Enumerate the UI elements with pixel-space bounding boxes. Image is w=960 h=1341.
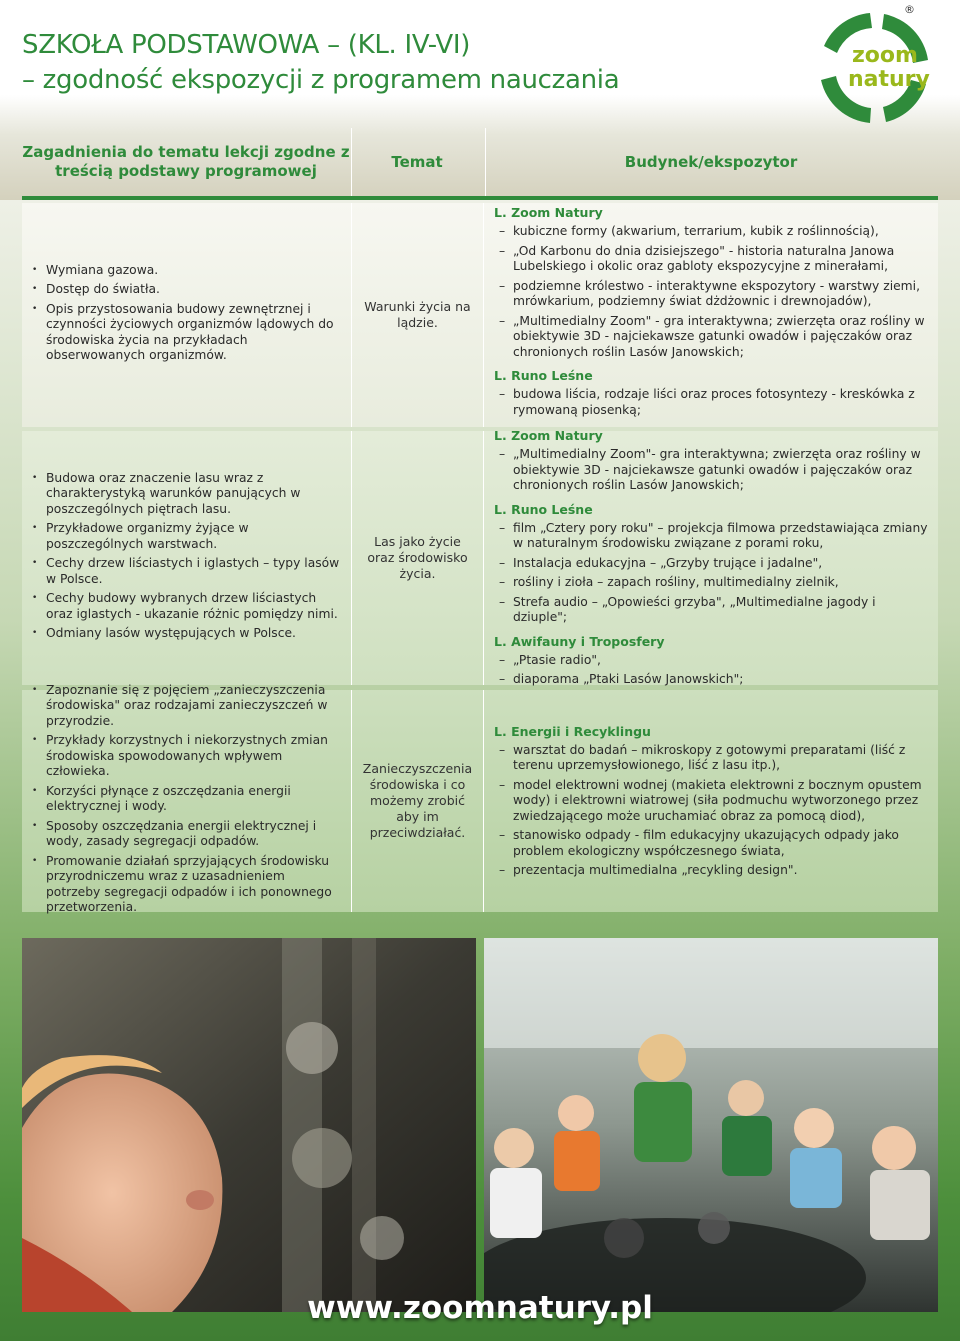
topics-cell — [22, 203, 351, 427]
exhibit-item: – „Od Karbonu do dnia dzisiejszego" - historia naturalna Janowa Lubelskiego i okolic oraz gabloty ekspozycyjne z minerałami, — [494, 244, 930, 275]
exhibit-item: – model elektrowni wodnej (makieta elektrowni z bocznym opustem wody) i elektrowni wiatrowej (siła podmuchu wytworzonego przez zwiedzającego może uruchamiać obraz za pomocą diod), — [494, 778, 930, 825]
topics-cell — [22, 682, 351, 914]
zoom-natury-logo — [808, 2, 948, 132]
table-row — [22, 682, 938, 914]
topic-item: • Sposoby oszczędzania energii elektrycznej i wody, zasady segregacji odpadów. — [30, 819, 341, 850]
photo-children-exhibit — [484, 938, 938, 1312]
exhibit-item: – kubiczne formy (akwarium, terrarium, kubik z roślinnością), — [494, 224, 930, 240]
building-name: L. Awifauny i Troposfery — [494, 633, 665, 649]
logo-ring-icon — [808, 2, 948, 132]
exhibit-item: – warsztat do badań – mikroskopy z gotowymi preparatami (liść z terenu uprzemysłowionego, liść z lasu itp.), — [494, 743, 930, 774]
subject-cell: Warunki życia na lądzie. — [351, 203, 484, 427]
topic-item: • Budowa oraz znaczenie lasu wraz z charakterystyką warunków panujących w poszczególnych piętrach lasu. — [30, 471, 341, 518]
table-row — [22, 428, 938, 687]
topic-item: • Promowanie działań sprzyjających środowisku przyrodniczemu wraz z uzasadnieniem potrzeby segregacji odpadów i ich ponownego przetworzenia. — [30, 854, 341, 916]
topic-item: • Dostęp do światła. — [30, 282, 341, 298]
exhibit-item: – film „Cztery pory roku" – projekcja filmowa przedstawiająca zmiany w naturalnym środowisku związane z porami roku, — [494, 521, 930, 552]
header-divider — [485, 128, 486, 196]
topic-item: • Przykładowe organizmy żyjące w poszczególnych warstwach. — [30, 521, 341, 552]
building-name: L. Runo Leśne — [494, 368, 593, 383]
exhibit-item: – stanowisko odpady - film edukacyjny ukazujących odpady jako problem ekologiczny współczesnego świata, — [494, 828, 930, 859]
website-url[interactable]: www.zoomnatury.pl — [307, 1290, 653, 1326]
logo-text-zoom: zoom — [852, 43, 918, 68]
exhibit-item: – prezentacja multimedialna „recykling design". — [494, 863, 930, 879]
table-header — [22, 128, 938, 196]
exhibit-item: – podziemne królestwo - interaktywne ekspozytory - warstwy ziemi, mrówkarium, podziemny świat dżdżownic i drewnojadów), — [494, 279, 930, 310]
exhibit-item: – „Multimedialny Zoom" - gra interaktywna; zwierzęta oraz rośliny w obiektywie 3D - najciekawsze gatunki owadów i pajęczaków oraz chronionych roślin Lasów Janowskich; — [494, 314, 930, 361]
building-name: L. Zoom Natury — [494, 428, 603, 444]
exhibits-cell — [485, 428, 938, 687]
header-topics: Zagadnienia do tematu lekcji zgodne z treścią podstawy programowej — [22, 143, 350, 180]
topic-item: • Przykłady korzystnych i niekorzystnych zmian środowiska spowodowanych wpływem człowieka. — [30, 733, 341, 780]
header-building: Budynek/ekspozytor — [624, 152, 798, 171]
topics-cell — [22, 431, 351, 685]
exhibit-item: – diaporama „Ptaki Lasów Janowskich"; — [494, 672, 930, 688]
exhibit-item: – Instalacja edukacyjna – „Grzyby trujące i jadalne", — [494, 556, 930, 572]
topic-item: • Korzyści płynące z oszczędzania energii elektrycznej i wody. — [30, 784, 341, 815]
photo-child-blowing — [22, 938, 476, 1312]
exhibit-item: – „Ptasie radio", — [494, 653, 930, 669]
page-title — [22, 28, 782, 98]
subject-cell: Zanieczyszczenia środowiska i co możemy zrobić aby im przeciwdziałać. — [351, 690, 484, 912]
page-title-line-2: – zgodność ekspozycji z programem nauczania — [22, 65, 620, 95]
exhibit-item: – rośliny i zioła – zapach rośliny, multimedialny zielnik, — [494, 575, 930, 591]
logo-registered-mark: ® — [904, 3, 915, 16]
exhibits-cell — [485, 203, 938, 427]
topic-item: • Zapoznanie się z pojęciem „zanieczyszczenia środowiska" oraz rodzajami zanieczyszczeń w przyrodzie. — [30, 683, 341, 730]
logo-text-natury: natury — [848, 67, 930, 92]
header-divider — [351, 128, 352, 196]
topic-item: • Wymiana gazowa. — [30, 263, 341, 279]
subject-cell: Las jako życie oraz środowisko życia. — [351, 431, 484, 685]
building-name: L. Runo Leśne — [494, 501, 593, 517]
topic-item: • Opis przystosowania budowy zewnętrznej i czynności życiowych organizmów lądowych do środowiska życia na przykładach obserwowanych organizmów. — [30, 302, 341, 364]
page-title-line-1: SZKOŁA PODSTAWOWA – (KL. IV-VI) — [22, 30, 471, 60]
table-row — [22, 203, 938, 427]
header-subject: Temat — [391, 152, 443, 171]
topic-item: • Cechy drzew liściastych i iglastych – typy lasów w Polsce. — [30, 556, 341, 587]
exhibit-item: – Strefa audio – „Opowieści grzyba", „Multimedialne jagody i dziuple"; — [494, 595, 930, 626]
topic-item: • Odmiany lasów występujących w Polsce. — [30, 626, 341, 642]
topic-item: • Cechy budowy wybranych drzew liściastych oraz iglastych - ukazanie różnic pomiędzy nimi. — [30, 591, 341, 622]
exhibit-item: – „Multimedialny Zoom"- gra interaktywna; zwierzęta oraz rośliny w obiektywie 3D - najciekawsze gatunki owadów i pajęczaków oraz chronionych roślin Lasów Janowskich; — [494, 447, 930, 494]
exhibits-cell — [485, 690, 938, 912]
building-name: L. Zoom Natury — [494, 205, 603, 220]
exhibit-item: – budowa liścia, rodzaje liści oraz proces fotosyntezy - kreskówka z rymowaną piosenką; — [494, 387, 930, 418]
header-rule — [22, 196, 938, 200]
building-name: L. Energii i Recyklingu — [494, 723, 651, 739]
